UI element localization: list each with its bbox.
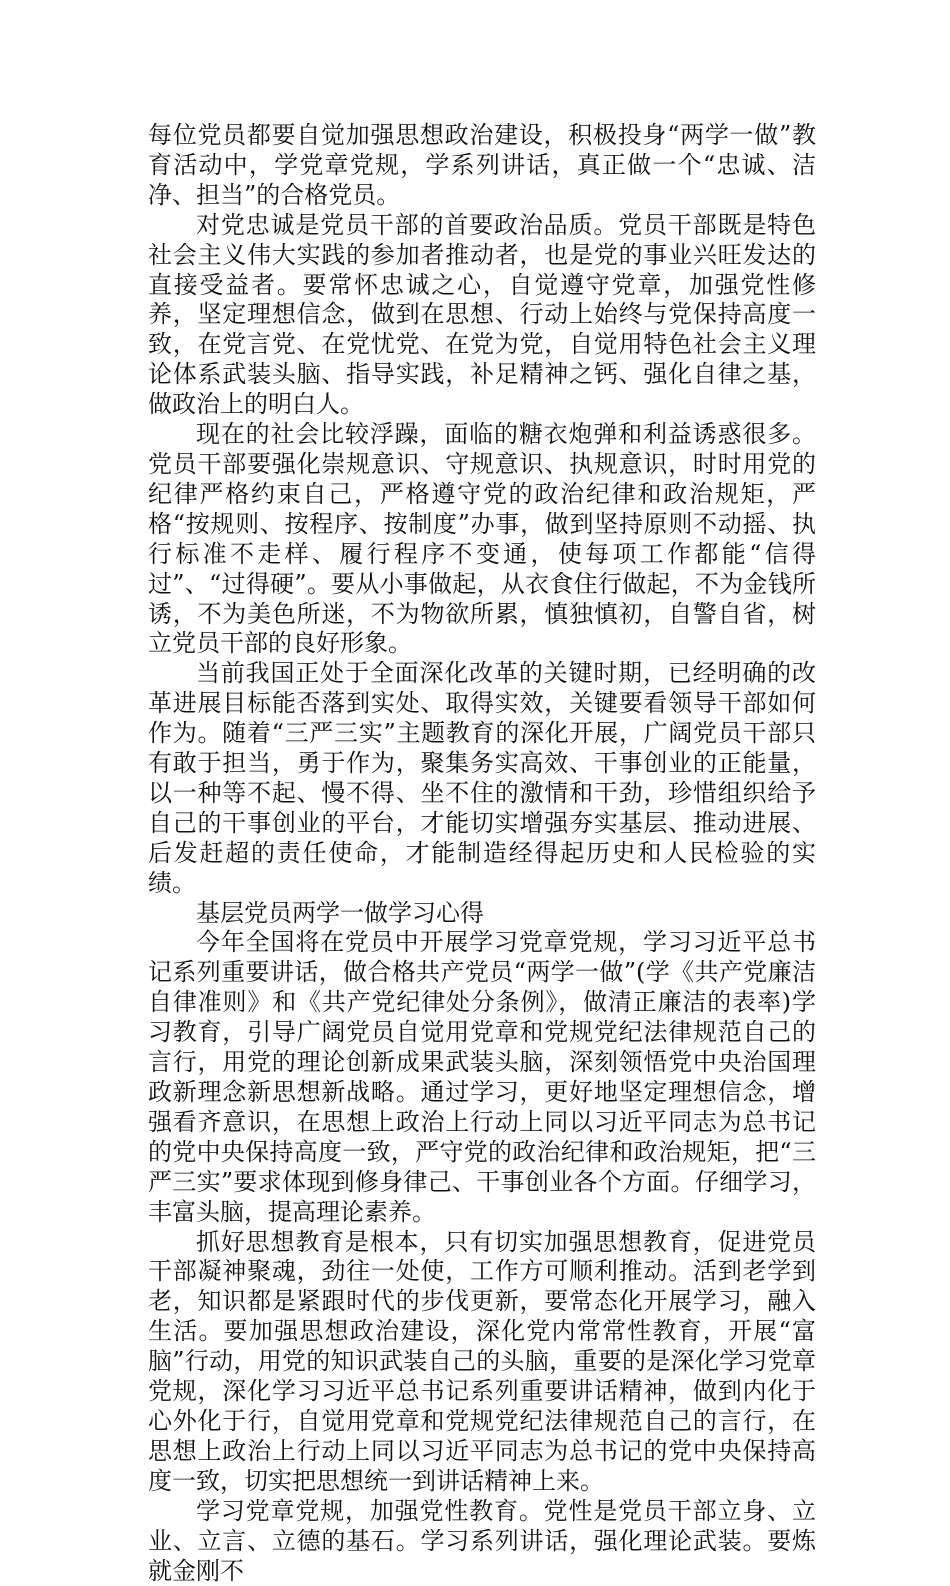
- paragraph: 对党忠诚是党员干部的首要政治品质。党员干部既是特色社会主义伟大实践的参加者推动者，也是党的事业兴旺发达的直接受益者。要常怀忠诚之心，自觉遵守党章，加强党性修养，坚定理想信念，做到在思想、行动上始终与党保持高度一致，在党言党、在党忧党、在党为党，自觉用特色社会主义理论体系武装头脑、指导实践，补足精神之钙、强化自律之基，做政治上的明白人。: [148, 210, 816, 419]
- paragraph: 学习党章党规，加强党性教育。党性是党员干部立身、立业、立言、立德的基石。学习系列讲话，强化理论武装。要炼就金刚不: [148, 1496, 816, 1585]
- paragraph: 今年全国将在党员中开展学习党章党规，学习习近平总书记系列重要讲话，做合格共产党员“两学一做”(学《共产党廉洁自律准则》和《共产党纪律处分条例》，做清正廉洁的表率)学习教育，引导广阔党员自觉用党章和党规党纪法律规范自己的言行，用党的理论创新成果武装头脑，深刻领悟党中央治国理政新理念新思想新战略。通过学习，更好地坚定理想信念，增强看齐意识，在思想上政治上行动上同以习近平同志为总书记的党中央保持高度一致，严守党的政治纪律和政治规矩，把“三严三实”要求体现到修身律己、干事创业各个方面。仔细学习，丰富头脑，提高理论素养。: [148, 928, 816, 1226]
- document-body: [148, 121, 816, 1586]
- paragraph: 每位党员都要自觉加强思想政治建设，积极投身“两学一做”教育活动中，学党章党规，学系列讲话，真正做一个“忠诚、洁净、担当”的合格党员。: [148, 121, 816, 209]
- paragraph: 抓好思想教育是根本，只有切实加强思想教育，促进党员干部凝神聚魂，劲往一处使，工作方可顺利推动。活到老学到老，知识都是紧跟时代的步伐更新，要常态化开展学习，融入生活。要加强思想政治建设，深化党内常常性教育，开展“富脑”行动，用党的知识武装自己的头脑，重要的是深化学习党章党规，深化学习习近平总书记系列重要讲话精神，做到内化于心外化于行，自觉用党章和党规党纪法律规范自己的言行，在思想上政治上行动上同以习近平同志为总书记的党中央保持高度一致，切实把思想统一到讲话精神上来。: [148, 1227, 816, 1495]
- section-heading: 基层党员两学一做学习心得: [196, 898, 484, 927]
- paragraph: 现在的社会比较浮躁，面临的糖衣炮弹和利益诱惑很多。党员干部要强化崇规意识、守规意识、执规意识，时时用党的纪律严格约束自己，严格遵守党的政治纪律和政治规矩，严格“按规则、按程序、按制度”办事，做到坚持原则不动摇、执行标准不走样、履行程序不变通，使每项工作都能“信得过”、“过得硬”。要从小事做起，从衣食住行做起，不为金钱所诱，不为美色所迷，不为物欲所累，慎独慎初，自警自省，树立党员干部的良好形象。: [148, 420, 816, 658]
- paragraph: 当前我国正处于全面深化改革的关键时期，已经明确的改革进展目标能否落到实处、取得实效，关键要看领导干部如何作为。随着“三严三实”主题教育的深化开展，广阔党员干部只有敢于担当，勇于作为，聚集务实高效、干事创业的正能量，以一种等不起、慢不得、坐不住的激情和干劲，珍惜组织给予自己的干事创业的平台，才能切实增强夯实基层、推动进展、后发赶超的责任使命，才能制造经得起历史和人民检验的实绩。: [148, 659, 816, 897]
